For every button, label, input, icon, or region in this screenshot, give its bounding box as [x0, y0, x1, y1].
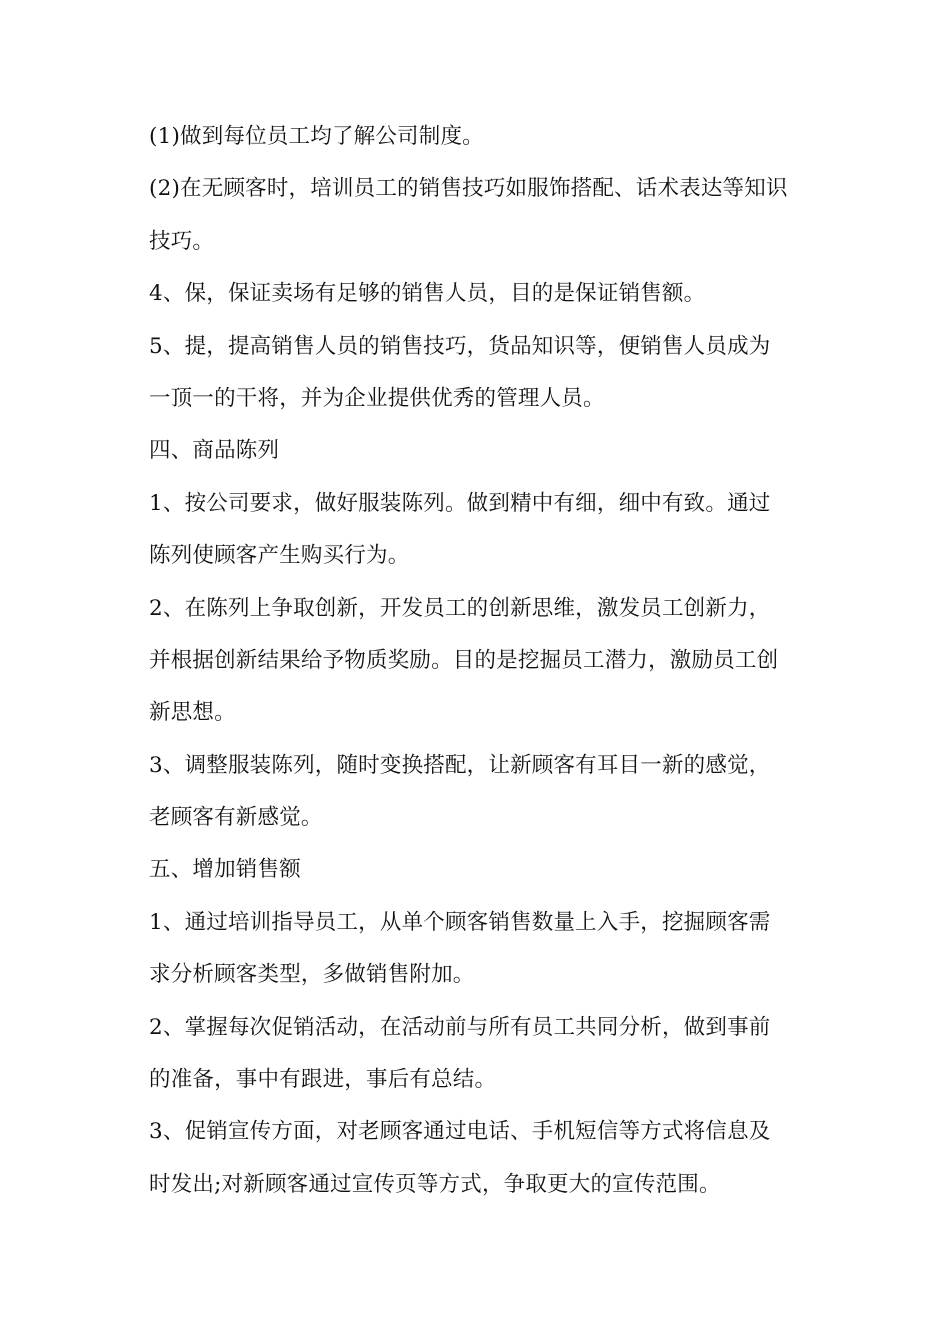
text-line: 3、调整服装陈列，随时变换搭配，让新顾客有耳目一新的感觉， — [149, 752, 771, 778]
text-line: 一顶一的干将，并为企业提供优秀的管理人员。 — [149, 385, 605, 411]
text-line: 5、提，提高销售人员的销售技巧，货品知识等，便销售人员成为 — [149, 333, 771, 359]
text-line: 并根据创新结果给予物质奖励。目的是挖掘员工潜力，激励员工创 — [149, 647, 779, 673]
text-line: 4、保，保证卖场有足够的销售人员，目的是保证销售额。 — [149, 281, 706, 307]
text-line: (2)在无顾客时，培训员工的销售技巧如服饰搭配、话术表达等知识 — [149, 176, 788, 202]
section-heading: 五、增加销售额 — [149, 857, 301, 883]
document-body — [149, 117, 809, 1217]
text-line: 3、促销宣传方面，对老顾客通过电话、手机短信等方式将信息及 — [149, 1119, 771, 1145]
text-line: (1)做到每位员工均了解公司制度。 — [149, 124, 484, 149]
text-line: 技巧。 — [149, 228, 215, 254]
text-line: 1、按公司要求，做好服装陈列。做到精中有细，细中有致。通过 — [149, 490, 771, 516]
text-line: 2、掌握每次促销活动，在活动前与所有员工共同分析，做到事前 — [149, 1014, 771, 1040]
text-line: 陈列使顾客产生购买行为。 — [149, 543, 410, 569]
text-line: 时发出;对新顾客通过宣传页等方式，争取更大的宣传范围。 — [149, 1171, 721, 1197]
text-line: 2、在陈列上争取创新，开发员工的创新思维，激发员工创新力， — [149, 595, 771, 621]
text-line: 的准备，事中有跟进，事后有总结。 — [149, 1067, 497, 1093]
text-line: 新思想。 — [149, 700, 236, 726]
text-line: 1、通过培训指导员工，从单个顾客销售数量上入手，挖掘顾客需 — [149, 909, 771, 935]
text-line: 老顾客有新感觉。 — [149, 805, 323, 831]
section-heading: 四、商品陈列 — [149, 438, 280, 464]
text-line: 求分析顾客类型，多做销售附加。 — [149, 962, 475, 988]
